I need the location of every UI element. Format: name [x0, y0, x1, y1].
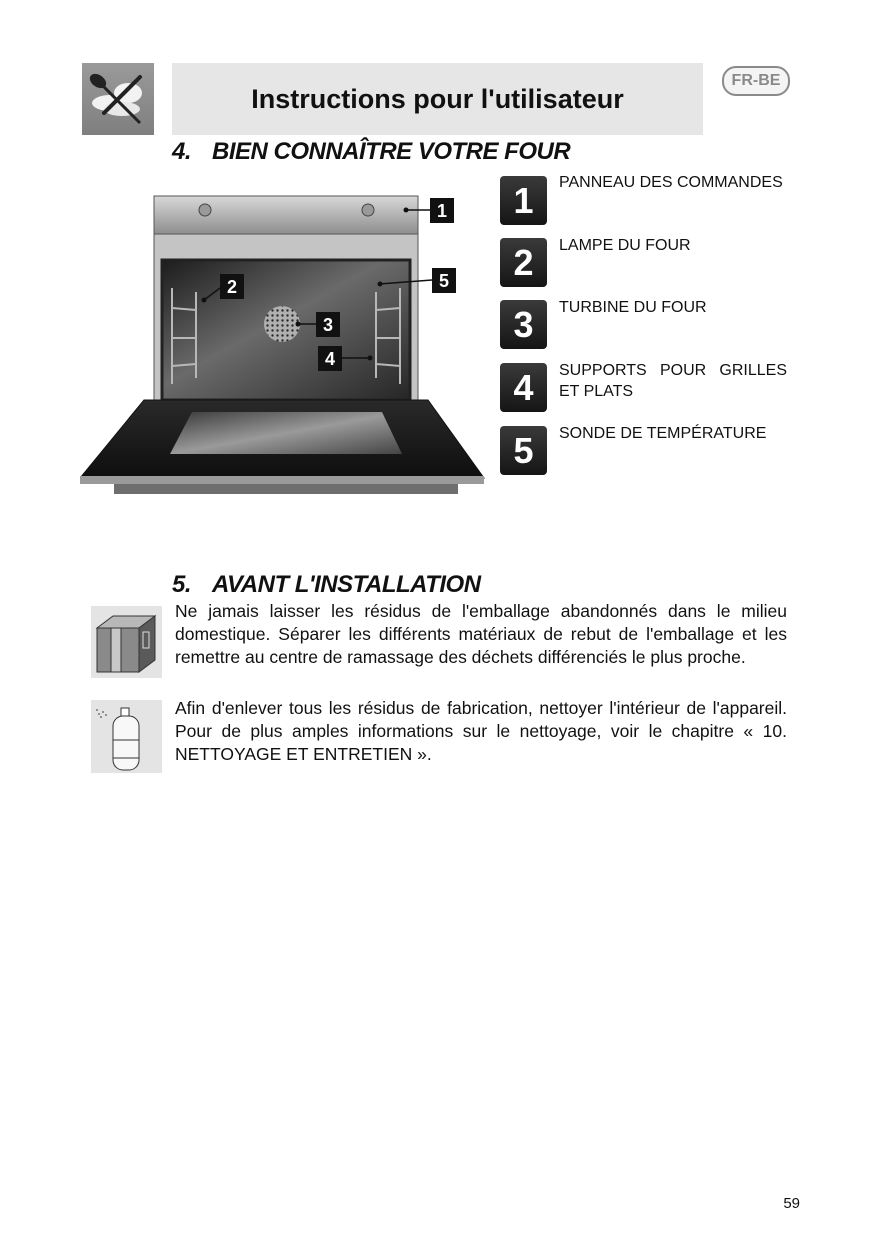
- callout-3-label: 3: [322, 315, 334, 335]
- legend-number: 3: [500, 300, 547, 349]
- spray-can-icon: [91, 700, 162, 773]
- section-5-title: AVANT L'INSTALLATION: [212, 571, 481, 598]
- section-4-heading: [172, 138, 570, 166]
- callout-4-label: 4: [324, 349, 336, 369]
- oven-illustration: [80, 188, 486, 500]
- callout-1-label: 1: [436, 201, 448, 221]
- paragraph-packaging: Ne jamais laisser les résidus de l'emballage abandonnés dans le milieu domestique. Séparer les différents matériaux de rebut de l'emballage et les remettre au centre de ramassage des déchets différenciés le plus proche.: [175, 601, 787, 667]
- section-5-number: 5.: [172, 571, 192, 598]
- section-4-number: 4.: [172, 138, 192, 165]
- page-number: 59: [783, 1195, 800, 1212]
- section-5-heading: [172, 571, 481, 599]
- section-4-title: BIEN CONNAÎTRE VOTRE FOUR: [212, 138, 571, 165]
- legend-number: 1: [500, 176, 547, 225]
- legend-number: 5: [500, 426, 547, 475]
- page-title: Instructions pour l'utilisateur: [172, 63, 703, 135]
- legend-label: SONDE DE TEMPÉRATURE: [559, 425, 767, 442]
- legend-label: LAMPE DU FOUR: [559, 237, 691, 254]
- legend-label: SUPPORTS POUR GRILLES ET PLATS: [559, 362, 787, 400]
- callout-2-label: 2: [226, 277, 238, 297]
- legend-number: 2: [500, 238, 547, 287]
- chef-spoon-icon: [82, 63, 154, 135]
- language-badge: FR-BE: [722, 66, 790, 96]
- callout-5-label: 5: [438, 271, 450, 291]
- packaging-box-icon: [91, 606, 162, 678]
- legend-label: TURBINE DU FOUR: [559, 299, 707, 316]
- paragraph-cleaning: Afin d'enlever tous les résidus de fabrication, nettoyer l'intérieur de l'appareil. Pour de plus amples informations sur le nettoyage, voir le chapitre « 10. NETTOYAGE ET ENTRETIEN ».: [175, 698, 787, 764]
- legend-number: 4: [500, 363, 547, 412]
- legend-label: PANNEAU DES COMMANDES: [559, 174, 783, 191]
